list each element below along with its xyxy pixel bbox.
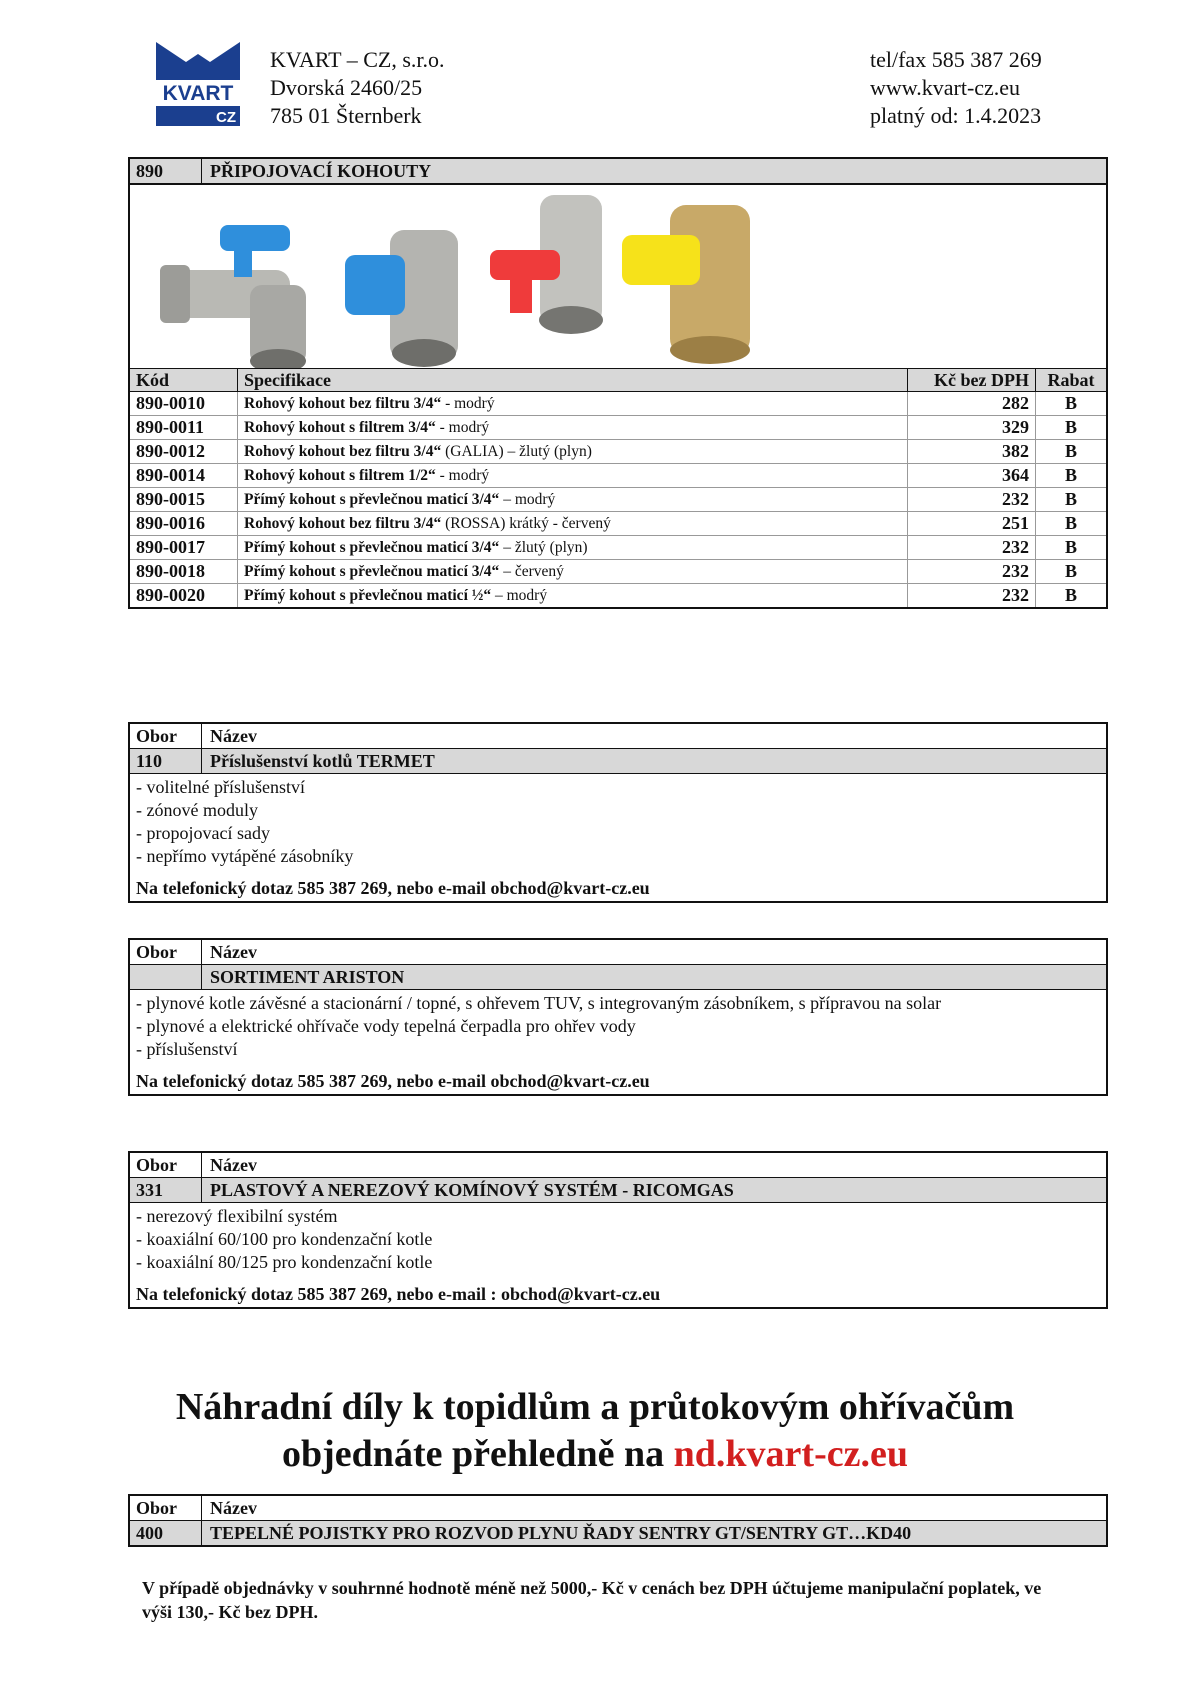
valves-illustration [130,185,1106,368]
red-straight-valve-image [490,195,603,334]
contact-note: Na telefonický dotaz 585 387 269, nebo e-mail : obchod@kvart-cz.eu [136,1284,661,1304]
company-contact [870,46,1042,130]
nazev-label: Název [210,942,257,962]
table-row [130,560,1106,584]
col-price-header: Kč bez DPH [908,369,1036,392]
contact-note: Na telefonický dotaz 585 387 269, nebo e-mail obchod@kvart-cz.eu [136,878,650,898]
obor-label: Obor [130,1496,202,1520]
company-address [270,46,445,130]
valid-from: platný od: 1.4.2023 [870,103,1042,128]
row-rabat: B [1064,585,1077,605]
box-title-row [130,965,1106,990]
section-title: PŘIPOJOVACÍ KOHOUTY [210,161,432,181]
box-label-row [130,1153,1106,1178]
obor-label: Obor [130,940,202,964]
box-item-list [130,990,1106,1061]
box-title-row [130,749,1106,774]
row-spec: Rohový kohout s filtrem 3/4“ - modrý [238,416,908,440]
row-spec: Přímý kohout s převlečnou maticí 3/4“ – žlutý (plyn) [238,536,908,560]
col-rabat-header: Rabat [1036,369,1107,392]
termet-box [128,722,1108,903]
list-item: - propojovací sady [136,823,270,843]
table-row [130,512,1106,536]
list-item: - příslušenství [136,1039,238,1059]
nazev-label: Název [210,726,257,746]
row-rabat: B [1036,536,1107,560]
sentry-box [128,1494,1108,1547]
handling-fee-note: V případě objednávky v souhrnné hodnotě méně než 5000,- Kč v cenách bez DPH účtujeme manipulační poplatek, ve výši 130,- Kč bez DPH. [142,1578,1042,1622]
box-title: Příslušenství kotlů TERMET [210,751,435,771]
yellow-brass-valve-image [622,205,750,364]
row-code: 890-0015 [130,488,238,512]
box-label-row [130,724,1106,749]
row-code: 890-0020 [130,584,238,608]
product-table [130,369,1106,607]
row-code: 890-0010 [130,392,238,416]
list-item: - zónové moduly [136,800,258,820]
row-price: 232 [908,560,1036,584]
row-price: 382 [908,440,1036,464]
row-rabat: B [1036,560,1107,584]
box-title: TEPELNÉ POJISTKY PRO ROZVOD PLYNU ŘADY SENTRY GT/SENTRY GT…KD40 [210,1523,912,1543]
col-code-header: Kód [130,369,238,392]
promo-line-2-prefix: objednáte přehledně na [282,1433,674,1475]
row-code: 890-0018 [130,560,238,584]
promo-line-1: Náhradní díly k topidlům a průtokovým ohřívačům [175,1386,1015,1428]
row-price: 364 [908,464,1036,488]
row-code: 890-0016 [130,512,238,536]
box-title-row [130,1521,1106,1545]
product-section [128,157,1108,609]
row-spec: Přímý kohout s převlečnou maticí 3/4“ – modrý [238,488,908,512]
list-item: - plynové a elektrické ohřívače vody tepelná čerpadla pro ohřev vody [136,1016,636,1036]
table-row [130,440,1106,464]
row-price: 232 [908,584,1036,608]
company-city: 785 01 Šternberk [270,103,422,128]
product-section-header [130,159,1106,185]
row-spec: Rohový kohout bez filtru 3/4“ (ROSSA) krátký - červený [238,512,908,536]
contact-note: Na telefonický dotaz 585 387 269, nebo e-mail obchod@kvart-cz.eu [136,1071,650,1091]
table-header-row [130,369,1106,392]
table-row [130,536,1106,560]
phone: tel/fax 585 387 269 [870,47,1042,72]
nazev-label: Název [210,1498,257,1518]
website-link[interactable]: www.kvart-cz.eu [870,75,1021,100]
blue-angle-valve-image [160,225,306,368]
table-row [130,464,1106,488]
table-row [130,392,1106,416]
row-spec: Rohový kohout bez filtru 3/4“ - modrý [238,392,908,416]
row-spec: Přímý kohout s převlečnou maticí ½“ – modrý [238,584,908,608]
box-title: PLASTOVÝ A NEREZOVÝ KOMÍNOVÝ SYSTÉM - RICOMGAS [210,1180,734,1200]
row-code: 890-0014 [130,464,238,488]
box-code: 400 [130,1521,202,1545]
product-photo [130,185,1106,369]
row-rabat: B [1036,392,1107,416]
company-name: KVART – CZ, s.r.o. [270,47,445,72]
box-label-row [130,940,1106,965]
row-rabat: B [1036,512,1107,536]
box-title: SORTIMENT ARISTON [210,967,405,987]
table-row [130,488,1106,512]
list-item: - nerezový flexibilní systém [136,1206,338,1226]
company-street: Dvorská 2460/25 [270,75,423,100]
box-title-row [130,1178,1106,1203]
col-spec-header: Specifikace [238,369,908,392]
list-item: - volitelné příslušenství [136,777,305,797]
list-item: - koaxiální 80/125 pro kondenzační kotle [136,1252,433,1272]
logo-text-top: KVART [162,82,234,105]
row-rabat: B [1036,488,1107,512]
table-row [130,584,1106,608]
row-price: 329 [908,416,1036,440]
section-code: 890 [130,159,202,183]
logo-text-bottom: CZ [216,109,236,126]
box-code: 331 [130,1178,202,1202]
row-code: 890-0012 [130,440,238,464]
row-price: 251 [908,512,1036,536]
row-spec: Přímý kohout s převlečnou maticí 3/4“ – červený [238,560,908,584]
row-price: 232 [908,488,1036,512]
row-rabat: B [1036,440,1107,464]
box-code [130,965,202,989]
box-code: 110 [130,749,202,773]
obor-label: Obor [130,724,202,748]
table-row [130,416,1106,440]
box-item-list [130,774,1106,868]
row-price: 282 [908,392,1036,416]
row-rabat: B [1036,416,1107,440]
obor-label: Obor [130,1153,202,1177]
row-price: 232 [908,536,1036,560]
nazev-label: Název [210,1155,257,1175]
row-code: 890-0011 [130,416,238,440]
kvart-logo [156,40,240,128]
spare-parts-promo [0,1384,1190,1478]
box-item-list [130,1203,1106,1274]
ricomgas-box [128,1151,1108,1309]
list-item: - koaxiální 60/100 pro kondenzační kotle [136,1229,433,1249]
row-spec: Rohový kohout bez filtru 3/4“ (GALIA) – žlutý (plyn) [238,440,908,464]
blue-straight-valve-image [345,230,458,367]
row-code: 890-0017 [130,536,238,560]
row-spec: Rohový kohout s filtrem 1/2“ - modrý [238,464,908,488]
ariston-box [128,938,1108,1096]
list-item: - plynové kotle závěsné a stacionární / topné, s ohřevem TUV, s integrovaným zásobníkem, s přípravou na solar [136,993,942,1013]
spare-parts-link[interactable]: nd.kvart-cz.eu [673,1433,908,1475]
promo-line-2 [0,1431,1190,1478]
row-rabat: B [1036,464,1107,488]
list-item: - nepřímo vytápěné zásobníky [136,846,354,866]
box-label-row [130,1496,1106,1521]
